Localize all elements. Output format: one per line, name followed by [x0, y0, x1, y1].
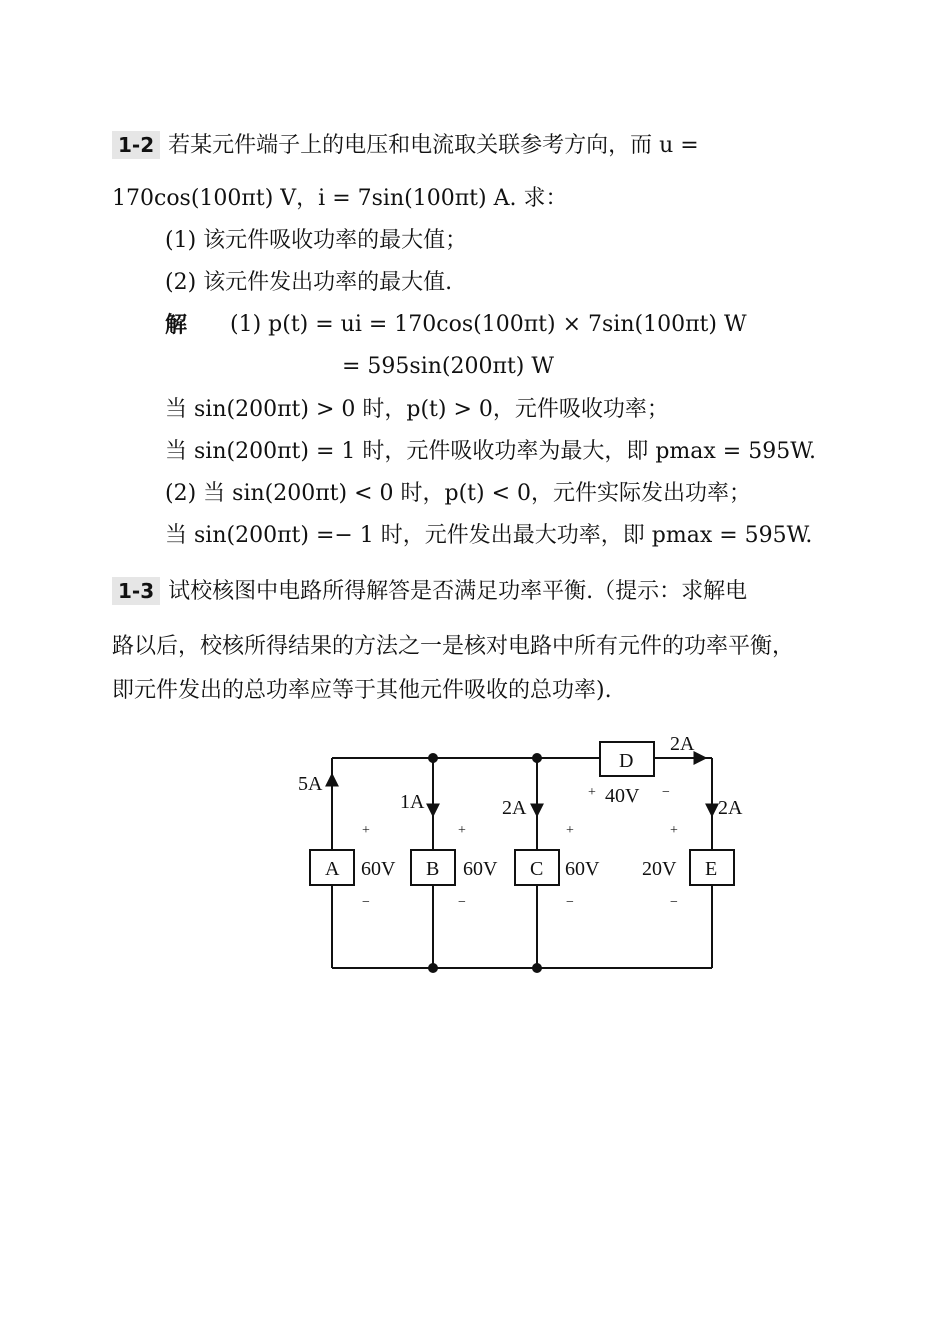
solution-line-6: 当 sin(200πt) =− 1 时，元件发出最大功率，即 pmax = 595W. — [165, 523, 813, 548]
current-e-label: 2A — [718, 797, 743, 819]
voltage-d-label: 40V — [605, 785, 640, 807]
voltage-b-label: 60V — [463, 858, 498, 880]
problem-text: 试校核图中电路所得解答是否满足功率平衡.（提示：求解电 — [168, 579, 748, 604]
current-b-label: 1A — [400, 791, 425, 813]
solution-line-1: (1) p(t) = ui = 170cos(100πt) × 7sin(100πt) W — [230, 312, 747, 337]
problem-1-3-stem-line-1 — [112, 576, 747, 607]
polarity-plus-c: + — [566, 823, 574, 838]
problem-1-2-stem-line-2: 170cos(100πt) V，i = 7sin(100πt) A. 求： — [112, 186, 568, 211]
current-d-label: 2A — [670, 733, 695, 755]
node-bottom-b — [428, 963, 438, 973]
element-a-label: A — [325, 858, 340, 880]
voltage-a-label: 60V — [361, 858, 396, 880]
solution-line-4: 当 sin(200πt) = 1 时，元件吸收功率为最大，即 pmax = 595W. — [165, 439, 816, 464]
current-a-label: 5A — [298, 773, 323, 795]
element-e-label: E — [705, 858, 718, 880]
element-d-label: D — [619, 750, 634, 772]
polarity-minus-a: − — [362, 895, 370, 910]
solution-label: 解 — [165, 312, 188, 338]
question-1: (1) 该元件吸收功率的最大值； — [165, 228, 468, 253]
polarity-plus-b: + — [458, 823, 466, 838]
node-bottom-c — [532, 963, 542, 973]
polarity-minus-b: − — [458, 895, 466, 910]
polarity-plus-d: + — [588, 785, 596, 800]
node-top-b — [428, 753, 438, 763]
element-b-label: B — [426, 858, 440, 880]
voltage-c-label: 60V — [565, 858, 600, 880]
solution-line-5: (2) 当 sin(200πt) < 0 时，p(t) < 0，元件实际发出功率； — [165, 481, 752, 506]
problem-number: 1-2 — [112, 131, 160, 159]
polarity-minus-d: − — [662, 785, 670, 800]
problem-1-2-stem-line-1 — [112, 130, 699, 161]
problem-1-3-stem-line-3: 即元件发出的总功率应等于其他元件吸收的总功率). — [112, 678, 612, 703]
node-top-c — [532, 753, 542, 763]
problem-1-3-stem-line-2: 路以后，校核所得结果的方法之一是核对电路中所有元件的功率平衡， — [112, 634, 795, 659]
element-c-label: C — [530, 858, 544, 880]
polarity-plus-a: + — [362, 823, 370, 838]
problem-text: 若某元件端子上的电压和电流取关联参考方向，而 u = — [168, 133, 699, 158]
polarity-minus-c: − — [566, 895, 574, 910]
solution-line-2: = 595sin(200πt) W — [342, 354, 554, 379]
solution-line-3: 当 sin(200πt) > 0 时，p(t) > 0，元件吸收功率； — [165, 397, 669, 422]
voltage-e-label: 20V — [642, 858, 677, 880]
polarity-plus-e: + — [670, 823, 678, 838]
current-c-label: 2A — [502, 797, 527, 819]
question-2: (2) 该元件发出功率的最大值. — [165, 270, 453, 295]
problem-number: 1-3 — [112, 577, 160, 605]
polarity-minus-e: − — [670, 895, 678, 910]
circuit-diagram — [290, 730, 770, 990]
